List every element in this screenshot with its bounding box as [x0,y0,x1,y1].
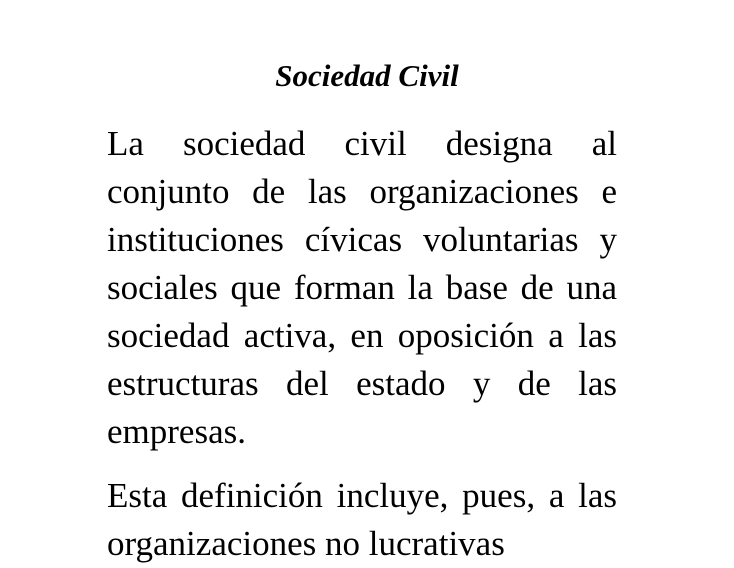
body-paragraph-1: La sociedad civil designa al conjunto de las organizaciones e instituciones cívicas voluntarias y sociales que forman la base de una sociedad activa, en oposición a las estructuras del estado y de las empresas. [107,124,617,451]
slide-title: Sociedad Civil [275,58,459,93]
body-paragraph-2: Esta definición incluye, pues, a las organizaciones no lucrativas [107,476,617,563]
